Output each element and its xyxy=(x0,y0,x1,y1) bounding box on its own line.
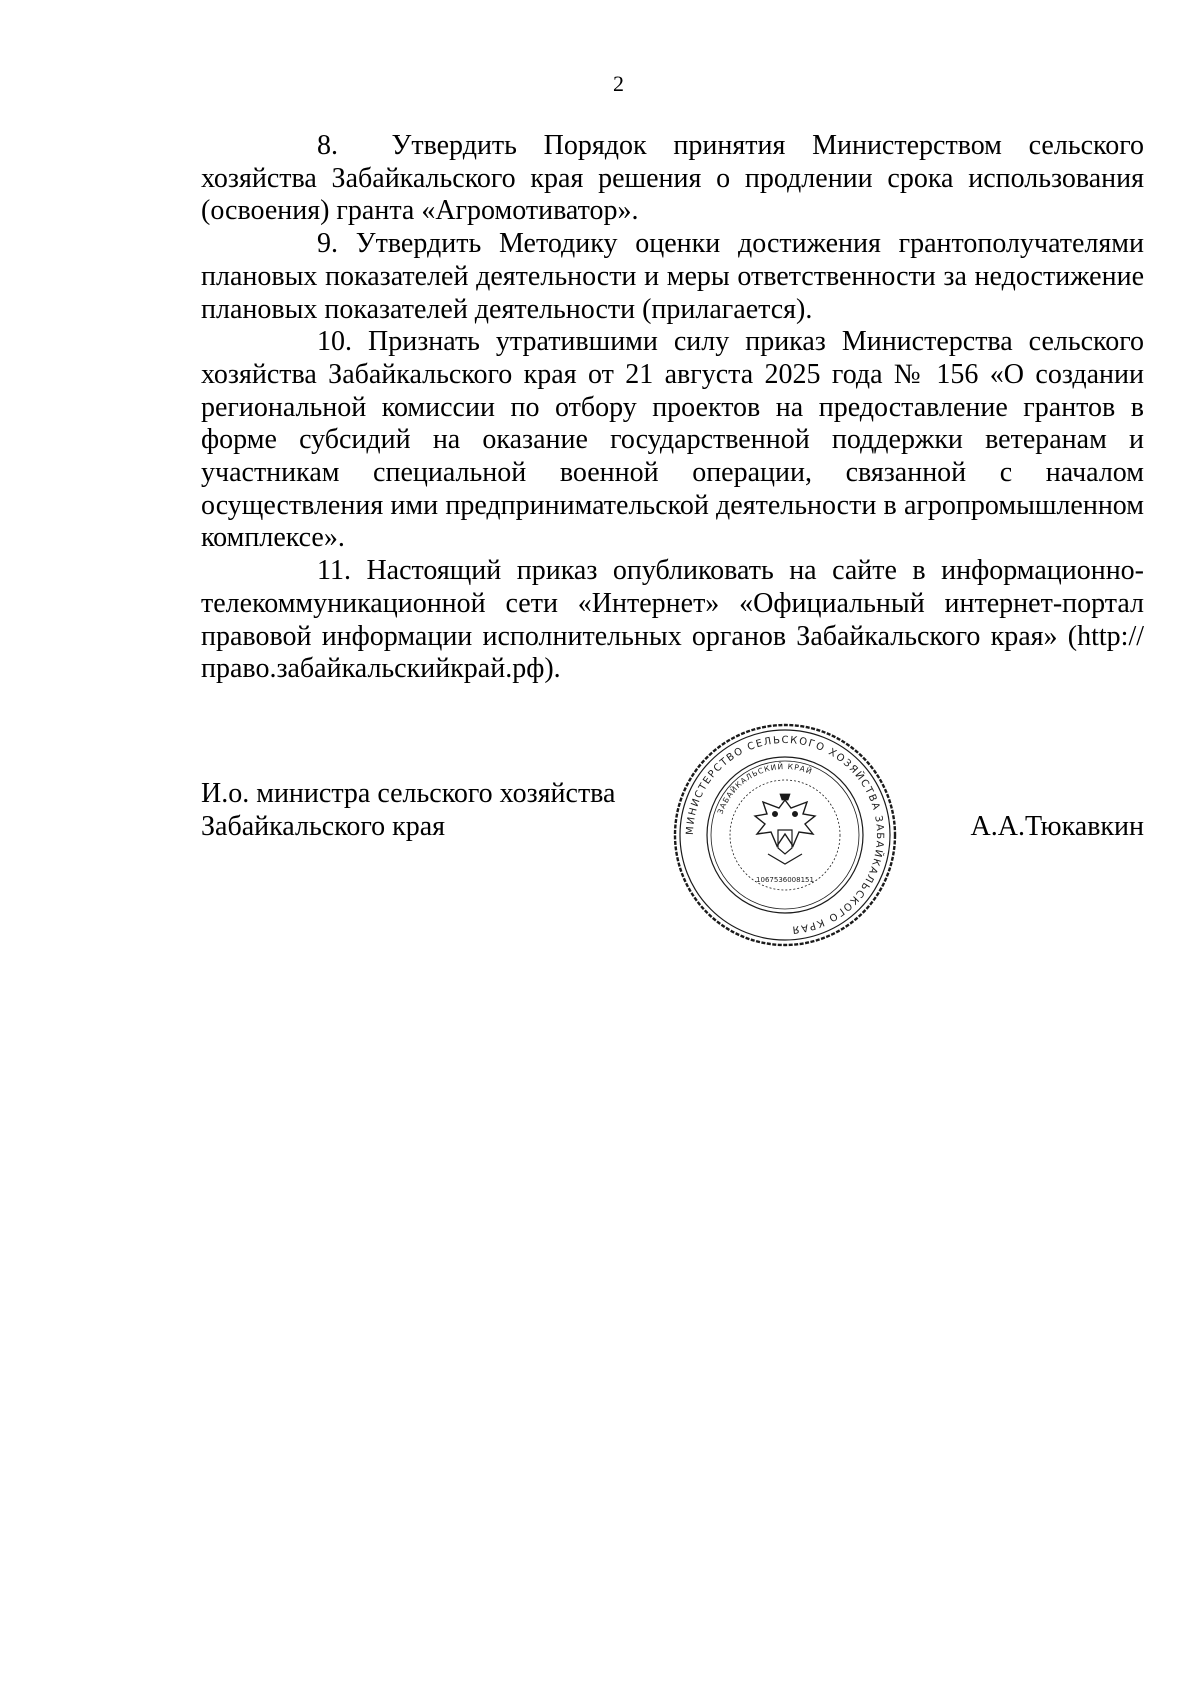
paragraph-text: Признать утратившими силу приказ Министерства сельского хозяйства Забайкальского края от 21 августа 2025 года № 156 «О создании региональной комиссии по отбору проектов на предоставление грантов в форме субсидий на оказание государственной поддержки ветеранам и участникам специальной военной операции, связанной с началом осуществления ими предпринимательской деятельности в агропромышленном комплексе». xyxy=(201,326,1145,554)
seal-inner-text: ЗАБАЙКАЛЬСКИЙ КРАЙ xyxy=(715,761,814,816)
paragraph-text: Утвердить Порядок принятия Министерством сельского хозяйства Забайкальского края решения о продлении срока использования (освоения) гранта «Агромотиватор». xyxy=(201,130,1144,227)
signatory-title-line-2: Забайкальского края xyxy=(201,811,446,842)
paragraph-11 xyxy=(201,555,1144,686)
page-number: 2 xyxy=(613,71,624,96)
paragraph-number: 9. xyxy=(317,228,338,260)
double-headed-eagle-emblem xyxy=(755,794,815,864)
paragraph-number: 11. xyxy=(317,555,351,587)
document-body xyxy=(201,130,1144,686)
official-seal-stamp xyxy=(672,722,898,948)
paragraph-8 xyxy=(201,130,1144,228)
signatory-name: А.А.Тюкавкин xyxy=(970,811,1144,842)
paragraph-number: 10. xyxy=(317,326,352,358)
seal-registration-number: 1067536008151 xyxy=(756,876,814,884)
paragraph-number: 8. xyxy=(317,130,338,161)
seal-ring-text: МИНИСТЕРСТВО СЕЛЬСКОГО ХОЗЯЙСТВА ЗАБАЙКАЛЬСКОГО КРАЯ xyxy=(684,734,886,935)
paragraph-10 xyxy=(201,326,1144,555)
paragraph-text: Настоящий приказ опубликовать на сайте в информационно-телекоммуникационной сети «Интернет» «Официальный интернет-портал правовой информации исполнительных органов Забайкальского края» (http://право.забайкальскийкрай.рф). xyxy=(201,555,1145,685)
paragraph-9 xyxy=(201,228,1144,326)
signatory-title-line-1: И.о. министра сельского хозяйства xyxy=(201,778,616,809)
paragraph-text: Утвердить Методику оценки достижения грантополучателями плановых показателей деятельности и меры ответственности за недостижение плановых показателей деятельности (прилагается). xyxy=(201,228,1144,325)
